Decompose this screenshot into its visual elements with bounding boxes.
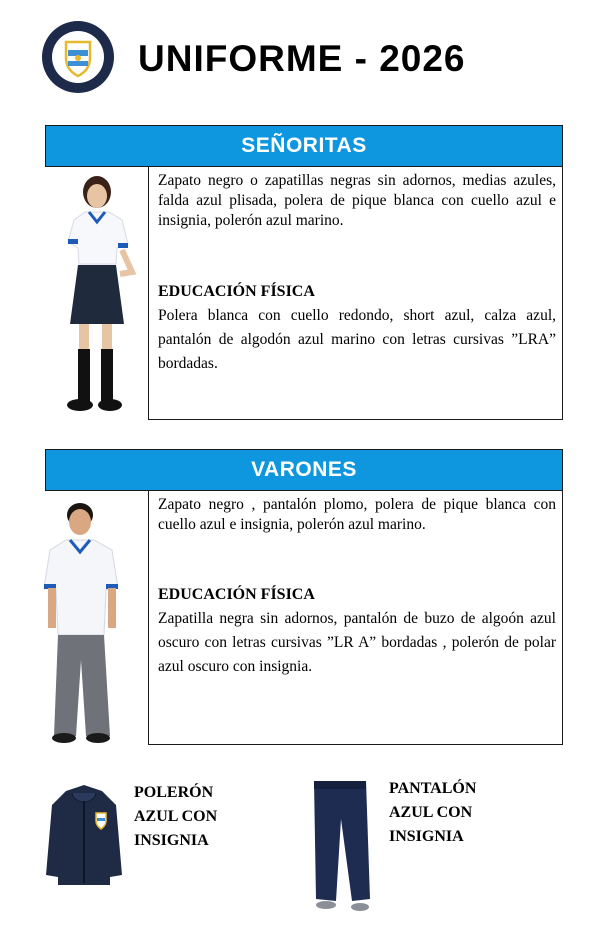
poleron-caption: POLERÓN AZUL CON INSIGNIA — [134, 784, 218, 849]
senoritas-description: Zapato negro o zapatillas negras sin adornos, medias azules, falda azul plisada, polera de pique blanca con cuello azul e insignia, polerón azul marino. — [158, 172, 556, 229]
varones-pe-heading: EDUCACIÓN FÍSICA — [158, 586, 315, 603]
senoritas-heading: SEÑORITAS — [45, 125, 563, 167]
varones-heading: VARONES — [45, 449, 563, 491]
poleron-photo — [44, 783, 124, 887]
pantalon-photo — [308, 779, 374, 913]
varones-pe-description: Zapatilla negra sin adornos, pantalón de buzo de algoón azul oscuro con letras cursivas ”LR A” bordadas , polerón de polar azul oscuro con insignia. — [158, 610, 556, 675]
boy-uniform-photo — [40, 500, 126, 744]
senoritas-pe-heading: EDUCACIÓN FÍSICA — [158, 283, 315, 300]
girl-uniform-photo — [52, 172, 148, 414]
school-logo — [41, 20, 115, 94]
pantalon-caption: PANTALÓN AZUL CON INSIGNIA — [389, 780, 477, 845]
senoritas-pe-description: Polera blanca con cuello redondo, short azul, calza azul, pantalón de algodón azul marino con letras cursivas ”LRA” bordadas. — [158, 307, 556, 372]
varones-description: Zapato negro , pantalón plomo, polera de pique blanca con cuello azul e insignia, polerón azul marino. — [158, 496, 556, 533]
page-title: UNIFORME - 2026 — [138, 38, 466, 79]
